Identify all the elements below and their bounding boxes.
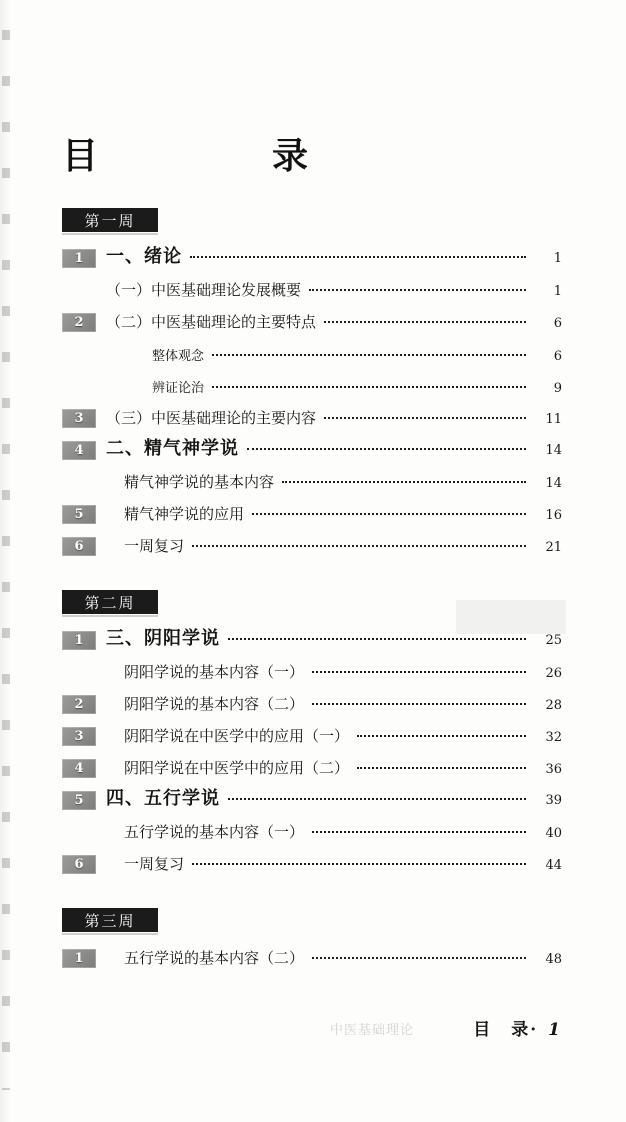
day-badge[interactable] [62, 759, 96, 778]
toc-page-number: 44 [545, 858, 562, 873]
day-badge-number: 6 [74, 857, 84, 872]
day-badge[interactable] [62, 409, 96, 428]
toc-entry[interactable] [106, 434, 562, 460]
toc-page-number: 9 [553, 381, 562, 396]
day-badge[interactable] [62, 249, 96, 268]
toc-entry[interactable] [106, 344, 562, 364]
toc-entry[interactable] [106, 311, 562, 332]
toc-page-number: 32 [545, 730, 562, 745]
toc-entry-label: 精气神学说的基本内容 [124, 473, 275, 491]
day-badge-number: 2 [74, 315, 84, 330]
day-badge-placeholder [62, 823, 96, 842]
table-of-contents [62, 208, 562, 970]
toc-entry[interactable] [106, 947, 562, 968]
toc-row[interactable] [62, 526, 562, 556]
footer-page-number: 1 [548, 1020, 562, 1040]
day-badge[interactable] [62, 505, 96, 524]
dot-leader [312, 821, 526, 837]
week-section [62, 208, 562, 556]
toc-row[interactable] [62, 270, 562, 300]
day-badge-number: 5 [74, 793, 84, 808]
toc-page-number: 36 [545, 762, 562, 777]
dot-leader [228, 628, 526, 644]
toc-entry[interactable] [106, 693, 562, 714]
day-badge[interactable] [62, 727, 96, 746]
toc-row[interactable] [62, 716, 562, 746]
week-section [62, 590, 562, 874]
day-badge[interactable] [62, 631, 96, 650]
day-badge[interactable] [62, 791, 96, 810]
day-badge-number: 1 [74, 251, 84, 266]
dot-leader [282, 471, 526, 487]
day-badge-placeholder [62, 345, 96, 364]
toc-row[interactable] [62, 334, 562, 364]
week-banner: 第二周 [62, 590, 158, 614]
toc-entry[interactable] [106, 821, 562, 842]
day-badge[interactable] [62, 695, 96, 714]
dot-leader [228, 788, 526, 804]
dot-leader [324, 311, 526, 327]
day-badge-number: 6 [74, 539, 84, 554]
toc-entry-label: 整体观念 [152, 349, 205, 364]
toc-page-number: 14 [545, 443, 562, 458]
toc-row[interactable] [62, 748, 562, 778]
toc-page-number: 1 [553, 251, 562, 266]
day-badge-number: 1 [74, 951, 84, 966]
toc-entry-label: 三、阴阳学说 [106, 628, 220, 649]
toc-entry[interactable] [106, 376, 562, 396]
toc-row[interactable] [62, 684, 562, 714]
scan-edge-artifacts [2, 30, 10, 1090]
toc-row[interactable] [62, 462, 562, 492]
toc-entry[interactable] [106, 784, 562, 810]
day-badge-placeholder [62, 663, 96, 682]
toc-entry[interactable] [106, 242, 562, 268]
toc-page-number: 39 [545, 793, 562, 808]
day-badge[interactable] [62, 537, 96, 556]
day-badge-number: 2 [74, 697, 84, 712]
toc-entry-label: 阴阳学说在中医学中的应用（二） [124, 759, 350, 777]
toc-page-number: 6 [553, 349, 562, 364]
toc-row[interactable] [62, 238, 562, 268]
dot-leader [212, 376, 526, 392]
toc-row[interactable] [62, 652, 562, 682]
day-badge-number: 1 [74, 633, 84, 648]
dot-leader [252, 503, 526, 519]
week-section [62, 908, 562, 968]
toc-row[interactable] [62, 494, 562, 524]
day-badge-placeholder [62, 281, 96, 300]
day-badge-placeholder [62, 473, 96, 492]
toc-row[interactable] [62, 844, 562, 874]
toc-entry[interactable] [106, 624, 562, 650]
week-banner: 第一周 [62, 208, 158, 232]
toc-entry[interactable] [106, 279, 562, 300]
toc-page-number: 16 [545, 508, 562, 523]
toc-page-number: 28 [545, 698, 562, 713]
toc-entry-label: 阴阳学说在中医学中的应用（一） [124, 727, 350, 745]
footer-label: 目 录· [473, 1020, 539, 1040]
day-badge-number: 5 [74, 507, 84, 522]
toc-row[interactable] [62, 302, 562, 332]
toc-row[interactable] [62, 620, 562, 650]
toc-entry-label: 五行学说的基本内容（二） [124, 949, 305, 967]
toc-row[interactable] [62, 398, 562, 428]
toc-row[interactable] [62, 430, 562, 460]
toc-page-number: 48 [545, 952, 562, 967]
toc-entry[interactable] [106, 853, 562, 874]
toc-page-number: 6 [553, 316, 562, 331]
toc-entry[interactable] [106, 661, 562, 682]
toc-page-number: 40 [545, 826, 562, 841]
day-badge[interactable] [62, 855, 96, 874]
week-banner: 第三周 [62, 908, 158, 932]
toc-entry[interactable] [106, 725, 562, 746]
dot-leader [312, 947, 526, 963]
toc-page-number: 26 [545, 666, 562, 681]
dot-leader [190, 246, 526, 262]
day-badge-number: 4 [74, 443, 84, 458]
toc-row[interactable] [62, 780, 562, 810]
dot-leader [312, 661, 526, 677]
toc-row[interactable] [62, 812, 562, 842]
toc-entry[interactable] [106, 757, 562, 778]
day-badge[interactable] [62, 441, 96, 460]
toc-entry[interactable] [106, 535, 562, 556]
toc-entry-label: （一）中医基础理论发展概要 [106, 281, 302, 299]
toc-entry-label: 二、精气神学说 [106, 438, 239, 459]
toc-entry-label: 五行学说的基本内容（一） [124, 823, 305, 841]
day-badge-placeholder [62, 377, 96, 396]
day-badge[interactable] [62, 313, 96, 332]
dot-leader [309, 279, 526, 295]
toc-page-number: 21 [545, 540, 562, 555]
toc-entry-label: （二）中医基础理论的主要特点 [106, 313, 317, 331]
dot-leader [247, 438, 526, 454]
toc-page-number: 1 [553, 284, 562, 299]
toc-entry-label: 一、绪论 [106, 246, 182, 267]
toc-row[interactable] [62, 938, 562, 968]
toc-entry-label: 阴阳学说的基本内容（一） [124, 663, 305, 681]
dot-leader [312, 693, 526, 709]
dot-leader [192, 853, 526, 869]
dot-leader [357, 725, 526, 741]
toc-page-number: 14 [545, 476, 562, 491]
toc-page-number: 11 [545, 412, 562, 427]
dot-leader [324, 407, 526, 423]
toc-entry-label: 精气神学说的应用 [124, 505, 245, 523]
day-badge-number: 4 [74, 761, 84, 776]
dot-leader [357, 757, 526, 773]
day-badge[interactable] [62, 949, 96, 968]
toc-entry-label: （三）中医基础理论的主要内容 [106, 409, 317, 427]
toc-entry[interactable] [106, 407, 562, 428]
toc-page-number: 25 [545, 633, 562, 648]
page-footer [0, 1015, 562, 1040]
dot-leader [212, 344, 526, 360]
toc-entry-label: 一周复习 [124, 855, 185, 873]
toc-entry-label: 一周复习 [124, 537, 185, 555]
toc-entry[interactable] [106, 471, 562, 492]
toc-entry-label: 阴阳学说的基本内容（二） [124, 695, 305, 713]
toc-entry-label: 辨证论治 [152, 381, 205, 396]
day-badge-number: 3 [74, 411, 84, 426]
day-badge-number: 3 [74, 729, 84, 744]
toc-entry-label: 四、五行学说 [106, 788, 220, 809]
page-title: 目 录 [62, 135, 343, 177]
toc-entry[interactable] [106, 503, 562, 524]
toc-row[interactable] [62, 366, 562, 396]
faint-watermark: 中医基础理论 [330, 1023, 415, 1038]
dot-leader [192, 535, 526, 551]
